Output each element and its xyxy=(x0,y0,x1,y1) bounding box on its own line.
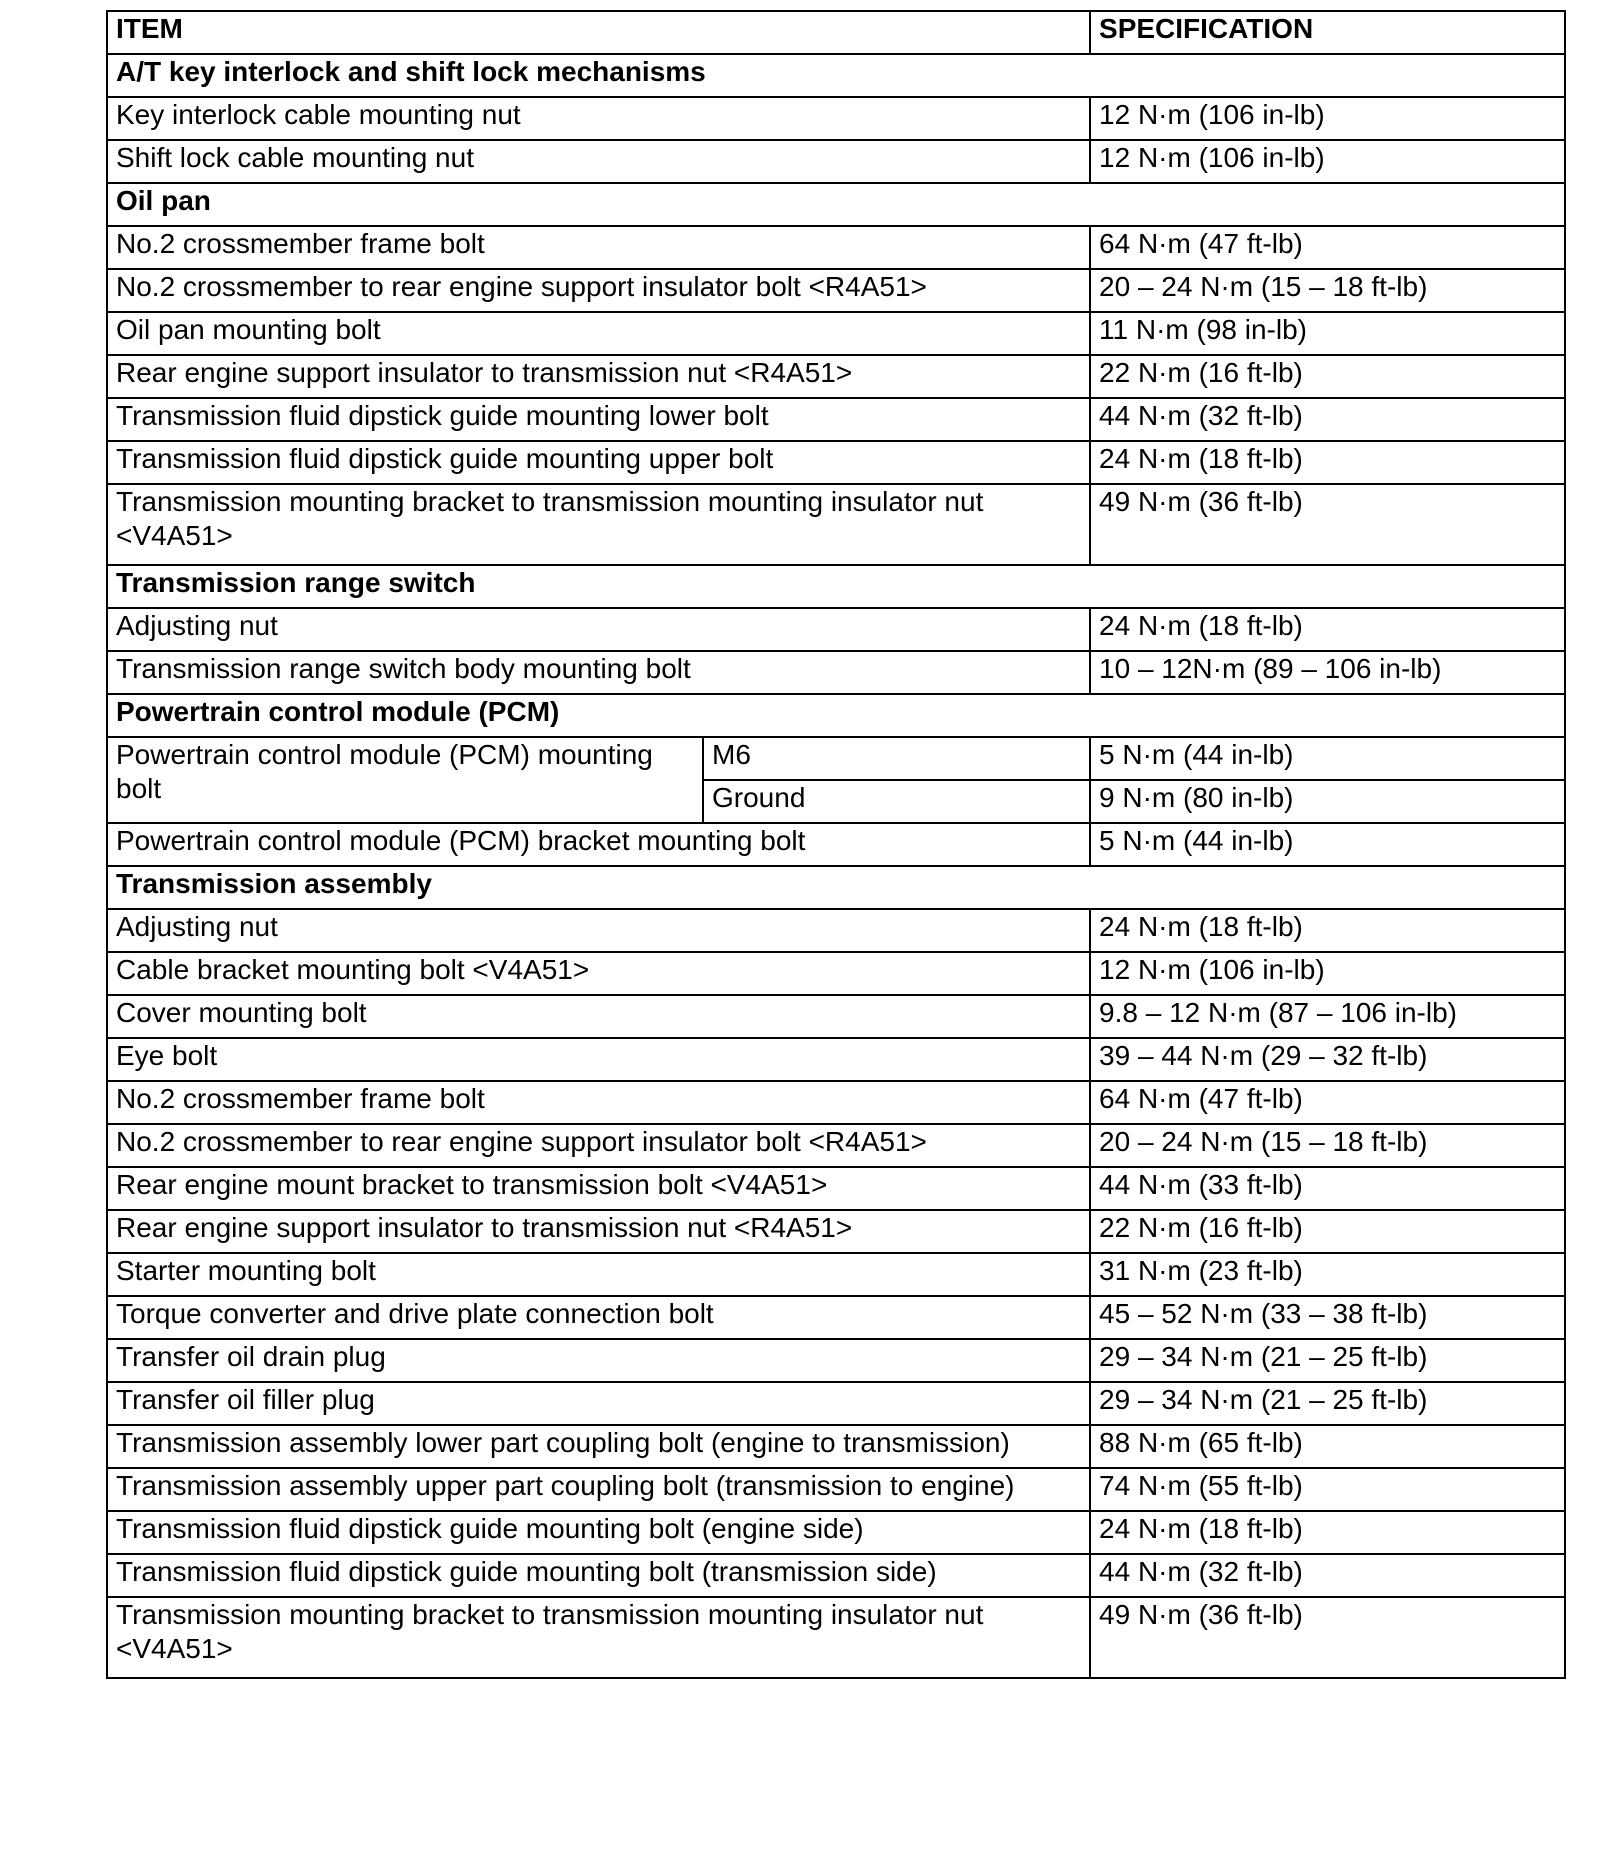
table-row xyxy=(107,1339,1565,1382)
item-cell: No.2 crossmember frame bolt xyxy=(107,1081,1090,1124)
item-cell: No.2 crossmember to rear engine support insulator bolt <R4A51> xyxy=(107,1124,1090,1167)
section-row xyxy=(107,54,1565,97)
spec-table xyxy=(106,10,1566,1679)
section-row xyxy=(107,183,1565,226)
table-row xyxy=(107,651,1565,694)
item-cell: Powertrain control module (PCM) bracket mounting bolt xyxy=(107,823,1090,866)
item-cell: Eye bolt xyxy=(107,1038,1090,1081)
spec-cell: 11 N·m (98 in-lb) xyxy=(1090,312,1565,355)
table-row xyxy=(107,269,1565,312)
section-title: Oil pan xyxy=(107,183,1565,226)
table-row xyxy=(107,441,1565,484)
item-cell: No.2 crossmember frame bolt xyxy=(107,226,1090,269)
spec-cell: 22 N·m (16 ft-lb) xyxy=(1090,1210,1565,1253)
item-cell: Adjusting nut xyxy=(107,909,1090,952)
spec-cell: 12 N·m (106 in-lb) xyxy=(1090,952,1565,995)
item-cell: Transmission mounting bracket to transmission mounting insulator nut <V4A51> xyxy=(107,484,1090,565)
item-cell: Adjusting nut xyxy=(107,608,1090,651)
table-row xyxy=(107,312,1565,355)
spec-cell: 12 N·m (106 in-lb) xyxy=(1090,140,1565,183)
item-cell: Cable bracket mounting bolt <V4A51> xyxy=(107,952,1090,995)
table-row xyxy=(107,97,1565,140)
header-row xyxy=(107,11,1565,54)
item-cell: Rear engine support insulator to transmission nut <R4A51> xyxy=(107,355,1090,398)
table-row xyxy=(107,1081,1565,1124)
item-cell: Transmission range switch body mounting bolt xyxy=(107,651,1090,694)
table-row xyxy=(107,226,1565,269)
spec-cell: 12 N·m (106 in-lb) xyxy=(1090,97,1565,140)
item-cell: Transfer oil filler plug xyxy=(107,1382,1090,1425)
spec-cell: 5 N·m (44 in-lb) xyxy=(1090,737,1565,780)
section-row xyxy=(107,866,1565,909)
table-row xyxy=(107,140,1565,183)
item-cell: Transmission fluid dipstick guide mounting bolt (engine side) xyxy=(107,1511,1090,1554)
sub-item-cell: M6 xyxy=(703,737,1090,780)
item-cell: Rear engine mount bracket to transmission bolt <V4A51> xyxy=(107,1167,1090,1210)
section-title: Transmission assembly xyxy=(107,866,1565,909)
spec-cell: 20 – 24 N·m (15 – 18 ft-lb) xyxy=(1090,269,1565,312)
table-row xyxy=(107,1468,1565,1511)
table-row xyxy=(107,737,1565,780)
item-cell: Transfer oil drain plug xyxy=(107,1339,1090,1382)
spec-cell: 24 N·m (18 ft-lb) xyxy=(1090,909,1565,952)
spec-cell: 20 – 24 N·m (15 – 18 ft-lb) xyxy=(1090,1124,1565,1167)
item-cell: Transmission mounting bracket to transmission mounting insulator nut <V4A51> xyxy=(107,1597,1090,1678)
spec-cell: 29 – 34 N·m (21 – 25 ft-lb) xyxy=(1090,1339,1565,1382)
spec-cell: 5 N·m (44 in-lb) xyxy=(1090,823,1565,866)
table-row xyxy=(107,1382,1565,1425)
table-row xyxy=(107,355,1565,398)
item-cell: Torque converter and drive plate connection bolt xyxy=(107,1296,1090,1339)
spec-cell: 64 N·m (47 ft-lb) xyxy=(1090,226,1565,269)
table-row xyxy=(107,1210,1565,1253)
table-row xyxy=(107,484,1565,565)
item-cell: Transmission assembly upper part coupling bolt (transmission to engine) xyxy=(107,1468,1090,1511)
spec-cell: 24 N·m (18 ft-lb) xyxy=(1090,608,1565,651)
spec-cell: 9 N·m (80 in-lb) xyxy=(1090,780,1565,823)
spec-cell: 10 – 12N·m (89 – 106 in-lb) xyxy=(1090,651,1565,694)
table-row xyxy=(107,1253,1565,1296)
spec-cell: 39 – 44 N·m (29 – 32 ft-lb) xyxy=(1090,1038,1565,1081)
table-row xyxy=(107,909,1565,952)
spec-cell: 44 N·m (32 ft-lb) xyxy=(1090,1554,1565,1597)
spec-cell: 29 – 34 N·m (21 – 25 ft-lb) xyxy=(1090,1382,1565,1425)
table-row xyxy=(107,1425,1565,1468)
table-row xyxy=(107,1296,1565,1339)
spec-cell: 88 N·m (65 ft-lb) xyxy=(1090,1425,1565,1468)
table-row xyxy=(107,952,1565,995)
spec-cell: 64 N·m (47 ft-lb) xyxy=(1090,1081,1565,1124)
table-row xyxy=(107,1167,1565,1210)
item-cell: Shift lock cable mounting nut xyxy=(107,140,1090,183)
spec-cell: 31 N·m (23 ft-lb) xyxy=(1090,1253,1565,1296)
item-cell: Key interlock cable mounting nut xyxy=(107,97,1090,140)
table-row xyxy=(107,1038,1565,1081)
spec-cell: 22 N·m (16 ft-lb) xyxy=(1090,355,1565,398)
spec-cell: 44 N·m (32 ft-lb) xyxy=(1090,398,1565,441)
header-item: ITEM xyxy=(107,11,1090,54)
spec-cell: 24 N·m (18 ft-lb) xyxy=(1090,1511,1565,1554)
item-cell: Oil pan mounting bolt xyxy=(107,312,1090,355)
section-row xyxy=(107,694,1565,737)
spec-cell: 45 – 52 N·m (33 – 38 ft-lb) xyxy=(1090,1296,1565,1339)
item-cell: Transmission fluid dipstick guide mounting upper bolt xyxy=(107,441,1090,484)
table-row xyxy=(107,995,1565,1038)
table-row xyxy=(107,1554,1565,1597)
section-title: A/T key interlock and shift lock mechanisms xyxy=(107,54,1565,97)
item-cell: Starter mounting bolt xyxy=(107,1253,1090,1296)
item-cell: Rear engine support insulator to transmission nut <R4A51> xyxy=(107,1210,1090,1253)
item-cell: Transmission assembly lower part coupling bolt (engine to transmission) xyxy=(107,1425,1090,1468)
header-spec: SPECIFICATION xyxy=(1090,11,1565,54)
sub-item-cell: Ground xyxy=(703,780,1090,823)
spec-cell: 9.8 – 12 N·m (87 – 106 in-lb) xyxy=(1090,995,1565,1038)
section-row xyxy=(107,565,1565,608)
item-cell: Transmission fluid dipstick guide mounting lower bolt xyxy=(107,398,1090,441)
item-cell: Cover mounting bolt xyxy=(107,995,1090,1038)
table-row xyxy=(107,1124,1565,1167)
table-row xyxy=(107,608,1565,651)
item-cell: Powertrain control module (PCM) mounting bolt xyxy=(107,737,703,823)
table-row xyxy=(107,1511,1565,1554)
table-row xyxy=(107,1597,1565,1678)
spec-cell: 24 N·m (18 ft-lb) xyxy=(1090,441,1565,484)
item-cell: No.2 crossmember to rear engine support insulator bolt <R4A51> xyxy=(107,269,1090,312)
item-cell: Transmission fluid dipstick guide mounting bolt (transmission side) xyxy=(107,1554,1090,1597)
spec-cell: 44 N·m (33 ft-lb) xyxy=(1090,1167,1565,1210)
spec-cell: 74 N·m (55 ft-lb) xyxy=(1090,1468,1565,1511)
table-row xyxy=(107,823,1565,866)
section-title: Powertrain control module (PCM) xyxy=(107,694,1565,737)
spec-cell: 49 N·m (36 ft-lb) xyxy=(1090,484,1565,565)
section-title: Transmission range switch xyxy=(107,565,1565,608)
spec-cell: 49 N·m (36 ft-lb) xyxy=(1090,1597,1565,1678)
table-row xyxy=(107,398,1565,441)
